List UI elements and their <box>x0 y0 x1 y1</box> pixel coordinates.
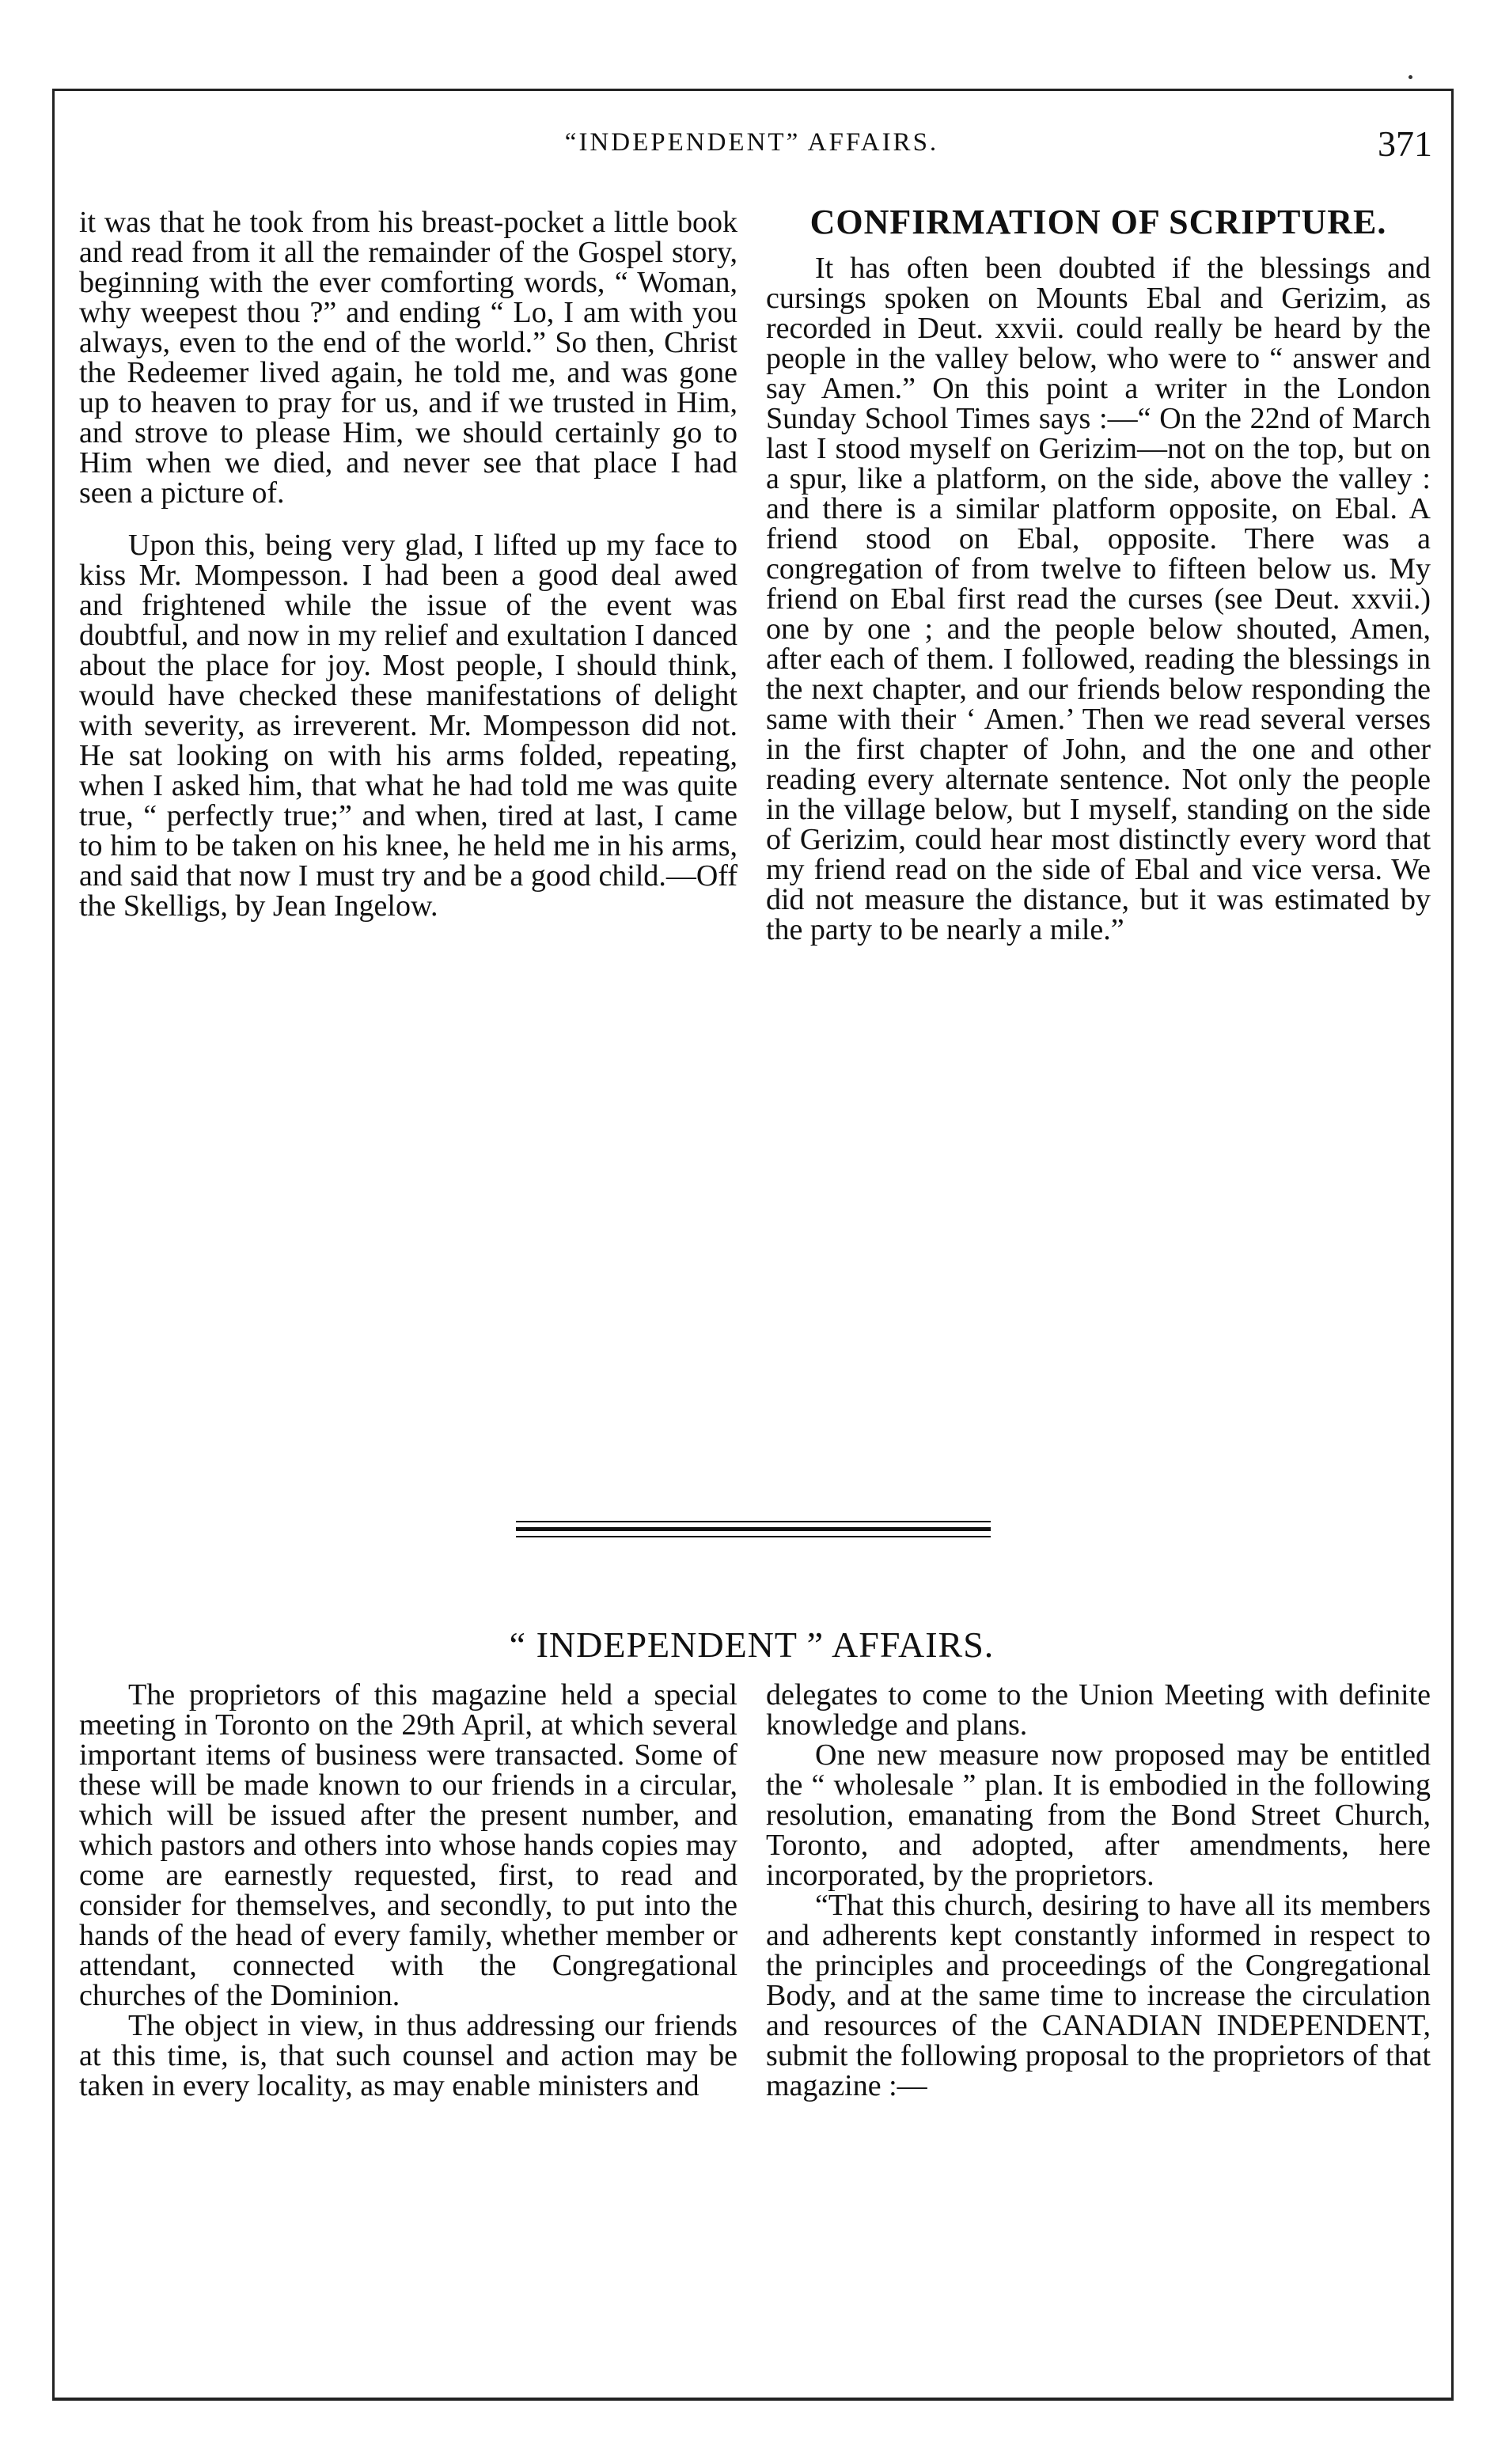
divider-rule-thick <box>516 1527 991 1531</box>
paragraph-wholesale-plan: One new measure now proposed may be entitled the “ wholesale ” plan. It is embodied in the following resolution, emanating from the Bond Street Church, Toronto, and adopted, after amendments, here incorporated, by the proprietors. <box>766 1738 1431 1892</box>
paragraph-proprietors: The proprietors of this magazine held a special meeting in Toronto on the 29th April, at which several important items of business were transacted. Some of these will be made known to our friends in a circular, which will be issued after the present number, and which pastors and others into whose hands copies may come are earnestly requested, first, to read and consider for themselves, and secondly, to put into the hands of the head of every family, whether member or attendant, connected with the Congregational churches of the Dominion. <box>79 1678 737 2012</box>
confirmation-heading: CONFIRMATION OF SCRIPTURE. <box>809 203 1387 241</box>
left-column-bottom <box>79 1680 737 2101</box>
left-column-top <box>79 207 737 921</box>
page-border-left <box>52 89 55 2399</box>
section-divider <box>516 1521 991 1537</box>
page-border-bottom <box>52 2398 1454 2401</box>
right-column-bottom <box>766 1680 1431 2101</box>
right-column-top <box>766 203 1431 946</box>
running-head: “INDEPENDENT” AFFAIRS. <box>564 128 939 157</box>
independent-affairs-heading: “ INDEPENDENT ” AFFAIRS. <box>509 1624 995 1665</box>
paragraph-ebal-gerizim: It has often been doubted if the blessings and cursings spoken on Mounts Ebal and Gerizim, as recorded in Deut. xxvii. could really be heard by the people in the valley below, who were to “ answer and say Amen.” On this point a writer in the London Sunday School Times says :—“ On the 22nd of March last I stood myself on Gerizim—not on the top, but on a spur, like a platform, on the side, above the valley : and there is a similar platform opposite, on Ebal. A friend stood on Ebal, opposite. There was a congregation of from twelve to fifteen below us. My friend on Ebal first read the curses (see Deut. xxvii.) one by one ; and the people below shouted, Amen, after each of them. I followed, reading the blessings in the next chapter, and our friends below responding the same with their ‘ Amen.’ Then we read several verses in the first chapter of John, and the one and other reading every alternate sentence. Not only the people in the village below, but I myself, standing on the side of Gerizim, could hear most distinctly every word that my friend read on the side of Ebal and vice versa. We did not measure the distance, but it was estimated by the party to be nearly a mile.” <box>766 252 1431 946</box>
page-number: 371 <box>1378 123 1432 164</box>
paragraph-mompesson: Upon this, being very glad, I lifted up my face to kiss Mr. Mompesson. I had been a good deal awed and frightened while the issue of the event was doubtful, and now in my relief and exultation I danced about the place for joy. Most people, I should think, would have checked these manifestations of delight with severity, as irreverent. Mr. Mompesson did not. He sat looking on with his arms folded, repeating, when I asked him, that what he had told me was quite true, “ perfectly true;” and when, tired at last, I came to him to be taken on his knee, he held me in his arms, and said that now I must try and be a good child.—Off the Skelligs, by Jean Ingelow. <box>79 529 737 923</box>
paragraph-resolution: “That this church, desiring to have all its members and adherents kept constantly informed in respect to the principles and proceedings of the Congregational Body, and at the same time to increase the circulation and resources of the CANADIAN INDEPENDENT, submit the following proposal to the proprietors of that magazine :— <box>766 1889 1431 2102</box>
divider-rule-thin-lower <box>516 1536 991 1537</box>
paragraph-delegates: delegates to come to the Union Meeting with definite knowledge and plans. <box>766 1678 1431 1742</box>
page-border-right <box>1451 89 1454 2399</box>
page-border-top <box>52 89 1454 91</box>
paragraph-continuation: it was that he took from his breast-pocket a little book and read from it all the remainder of the Gospel story, beginning with the ever comforting words, “ Woman, why weepest thou ?” and ending “ Lo, I am with you always, even to the end of the world.” So then, Christ the Redeemer lived again, he told me, and was gone up to heaven to pray for us, and if we trusted in Him, and strove to please Him, we should certainly go to Him when we died, and never see that place I had seen a picture of. <box>79 206 737 510</box>
divider-rule-thin <box>516 1521 991 1522</box>
paragraph-object: The object in view, in thus addressing our friends at this time, is, that such counsel and action may be taken in every locality, as may enable ministers and <box>79 2009 737 2102</box>
print-speck <box>1409 75 1412 79</box>
